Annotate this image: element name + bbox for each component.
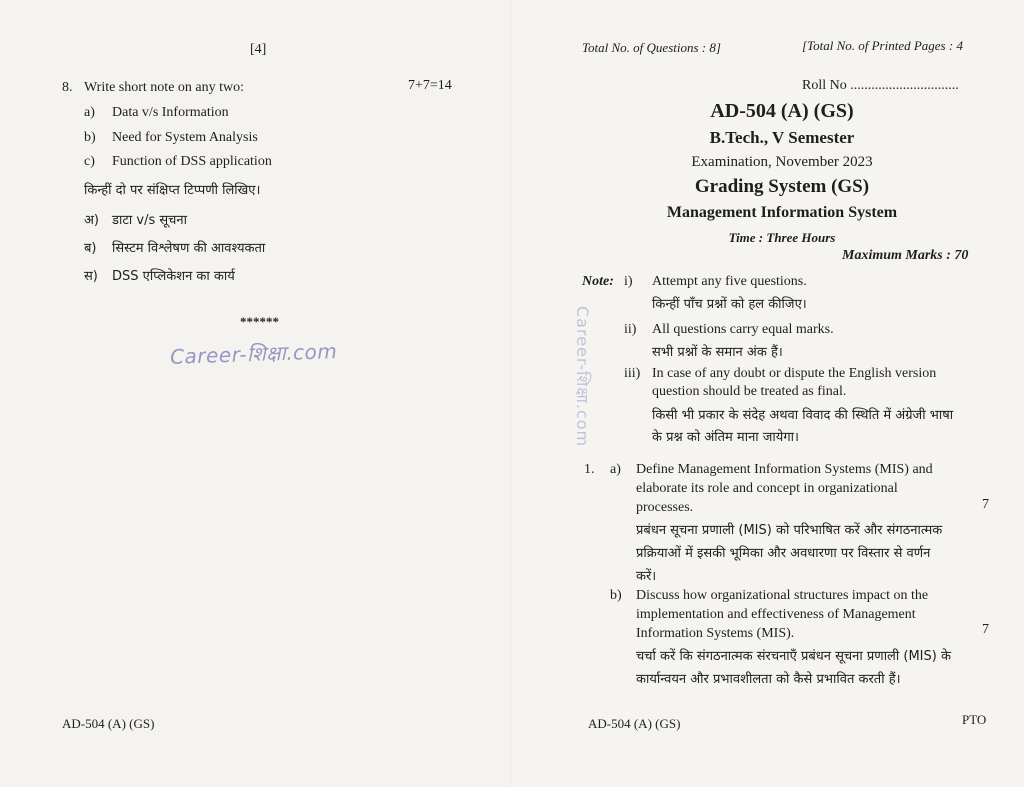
note-i-num: i) bbox=[624, 274, 633, 289]
paper-code: AD-504 (A) (GS) bbox=[710, 100, 854, 122]
note-ii-english: All questions carry equal marks. bbox=[652, 322, 834, 337]
note-iii-english-line2: question should be treated as final. bbox=[652, 384, 847, 399]
q1b-english-line2: implementation and effectiveness of Management bbox=[636, 607, 916, 622]
q8-item-b-text: Need for System Analysis bbox=[112, 130, 258, 145]
left-footer-code: AD-504 (A) (GS) bbox=[62, 716, 155, 731]
note-i-hindi: किन्हीं पाँच प्रश्नों को हल कीजिए। bbox=[652, 297, 807, 312]
grading-system: Grading System (GS) bbox=[694, 176, 870, 197]
subject-title: Management Information System bbox=[666, 204, 898, 221]
q1a-hindi-line1: प्रबंधन सूचना प्रणाली (MIS) को परिभाषित करें और संगठनात्मक bbox=[636, 523, 943, 538]
page-number: [4] bbox=[250, 42, 267, 57]
q1b-english-line1: Discuss how organizational structures impact on the bbox=[636, 588, 929, 603]
note-label: Note: bbox=[582, 274, 614, 289]
q8-item-c-label: c) bbox=[84, 154, 95, 169]
roll-no: Roll No ............................... bbox=[802, 78, 959, 93]
q8-item-a-text: Data v/s Information bbox=[112, 105, 229, 120]
header-printed-pages: [Total No. of Printed Pages : 4 bbox=[802, 38, 963, 53]
q8-hindi-item-c-label: स) bbox=[84, 269, 98, 284]
question-8-number: 8. bbox=[62, 80, 73, 95]
q8-hindi-item-a-text: डाटा v/s सूचना bbox=[112, 213, 187, 228]
q1a-english-line1: Define Management Information Systems (MIS) and bbox=[636, 462, 933, 477]
q1b-hindi-line2: कार्यान्वयन और प्रभावशीलता को कैसे प्रभावित करती हैं। bbox=[636, 672, 901, 687]
q8-item-c-text: Function of DSS application bbox=[112, 154, 272, 169]
question-8-marks: 7+7=14 bbox=[408, 78, 452, 93]
q1a-english-line2: elaborate its role and concept in organizational bbox=[636, 481, 898, 496]
q8-hindi-text: किन्हीं दो पर संक्षिप्त टिप्पणी लिखिए। bbox=[84, 183, 261, 198]
note-iii-english-line1: In case of any doubt or dispute the English version bbox=[652, 366, 937, 381]
vertical-watermark-stamp: Career-शिक्षा.com bbox=[573, 306, 592, 448]
note-i-english: Attempt any five questions. bbox=[652, 274, 807, 289]
q1a-english-line3: processes. bbox=[636, 500, 694, 515]
q8-item-b-label: b) bbox=[84, 130, 96, 145]
q8-hindi-item-b-text: सिस्टम विश्लेषण की आवश्यकता bbox=[112, 241, 266, 256]
q1a-hindi-line2: प्रक्रियाओं में इसकी भूमिका और अवधारणा पर विस्तार से वर्णन bbox=[636, 546, 931, 561]
pto-label: PTO bbox=[962, 712, 987, 727]
q8-hindi-item-b-label: ब) bbox=[84, 241, 97, 256]
q1b-hindi-line1: चर्चा करें कि संगठनात्मक संरचनाएँ प्रबंधन सूचना प्रणाली (MIS) के bbox=[636, 649, 951, 664]
q1a-marks: 7 bbox=[982, 497, 989, 512]
right-page bbox=[512, 0, 1024, 787]
time-allowed: Time : Three Hours bbox=[728, 230, 836, 245]
q1-number: 1. bbox=[584, 462, 595, 477]
q1b-label: b) bbox=[610, 588, 622, 603]
exam-session: Examination, November 2023 bbox=[691, 154, 873, 170]
note-iii-hindi-line1: किसी भी प्रकार के संदेह अथवा विवाद की स्थिति में अंग्रेजी भाषा bbox=[652, 408, 954, 423]
note-ii-hindi: सभी प्रश्नों के समान अंक हैं। bbox=[652, 345, 783, 360]
q1a-hindi-line3: करें। bbox=[636, 569, 657, 584]
header-total-questions: Total No. of Questions : 8] bbox=[582, 40, 721, 55]
course: B.Tech., V Semester bbox=[709, 128, 855, 147]
right-footer-code: AD-504 (A) (GS) bbox=[588, 716, 681, 731]
note-iii-num: iii) bbox=[624, 366, 641, 381]
q1a-label: a) bbox=[610, 462, 621, 477]
maximum-marks: Maximum Marks : 70 bbox=[842, 248, 969, 263]
end-mark: ****** bbox=[240, 314, 279, 329]
note-iii-hindi-line2: के प्रश्न को अंतिम माना जायेगा। bbox=[652, 430, 799, 445]
q8-item-a-label: a) bbox=[84, 105, 95, 120]
q1b-marks: 7 bbox=[982, 622, 989, 637]
question-8-text: Write short note on any two: bbox=[84, 80, 245, 95]
q1b-english-line3: Information Systems (MIS). bbox=[636, 626, 795, 641]
watermark-stamp: Career-शिक्षा.com bbox=[169, 339, 338, 369]
note-ii-num: ii) bbox=[624, 322, 637, 337]
q8-hindi-item-a-label: अ) bbox=[84, 213, 100, 228]
q8-hindi-item-c-text: DSS एप्लिकेशन का कार्य bbox=[112, 269, 235, 284]
